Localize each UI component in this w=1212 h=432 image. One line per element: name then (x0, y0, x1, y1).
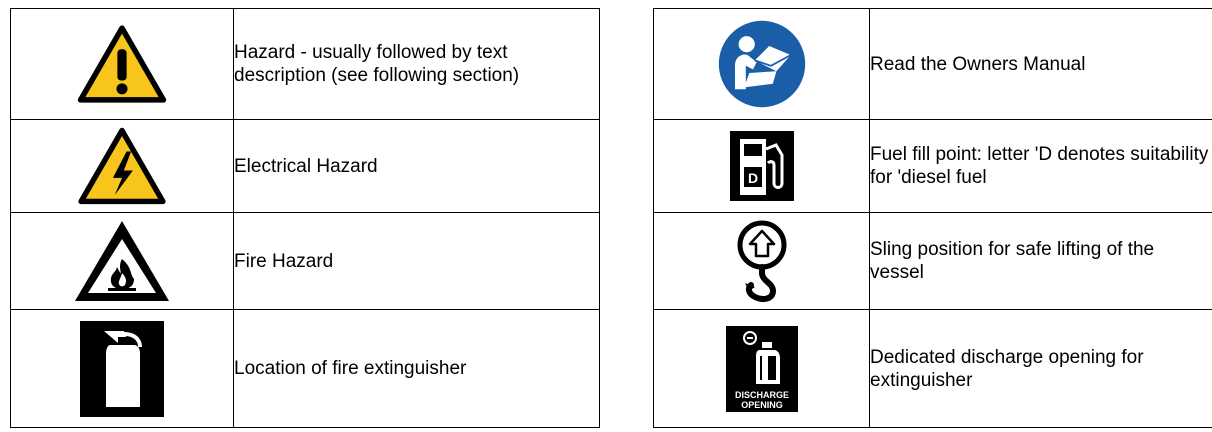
icon-cell (654, 213, 870, 310)
sign-line-1: DISCHARGE (734, 389, 789, 400)
icon-cell (654, 120, 870, 213)
description-text: Read the Owners Manual (870, 53, 1086, 75)
description-text: Fire Hazard (234, 250, 334, 272)
description-text: Hazard - usually followed by text description (see following section) (234, 42, 520, 86)
description-cell (870, 9, 1212, 120)
description-text: Dedicated discharge opening for extinguisher (870, 346, 1144, 391)
icon-cell (11, 120, 234, 213)
description-cell (234, 120, 600, 213)
table-row (11, 310, 600, 428)
description-text: Electrical Hazard (234, 155, 378, 177)
description-text: Location of fire extinguisher (234, 358, 467, 379)
description-text: Sling position for safe lifting of the vessel (870, 239, 1155, 283)
description-cell (870, 310, 1212, 428)
pump-letter: D (747, 170, 758, 186)
description-cell (870, 120, 1212, 213)
description-cell (234, 213, 600, 310)
description-cell (234, 310, 600, 428)
description-text: Fuel fill point: letter 'D denotes suitability for 'diesel fuel (870, 144, 1209, 188)
read-manual-icon (717, 19, 807, 109)
right-symbol-table (653, 8, 1212, 428)
icon-cell (11, 9, 234, 120)
warning-triangle-icon (76, 23, 168, 105)
fire-extinguisher-icon (80, 321, 164, 417)
description-cell (234, 9, 600, 120)
icon-cell (654, 9, 870, 120)
icon-cell (11, 213, 234, 310)
icon-cell (11, 310, 234, 428)
table-row (654, 9, 1212, 120)
table-row (654, 120, 1212, 213)
description-cell (870, 213, 1212, 310)
table-row (654, 213, 1212, 310)
diesel-fuel-pump-icon (730, 131, 794, 201)
table-row (654, 310, 1212, 428)
table-row (11, 213, 600, 310)
electrical-hazard-icon (76, 126, 168, 206)
left-symbol-table (10, 8, 600, 428)
icon-cell (654, 310, 870, 428)
table-row (11, 120, 600, 213)
lifting-hook-icon (733, 219, 791, 303)
sign-line-2: OPENING (740, 399, 783, 410)
discharge-opening-icon (726, 326, 798, 412)
fire-hazard-icon (72, 217, 172, 305)
table-row (11, 9, 600, 120)
